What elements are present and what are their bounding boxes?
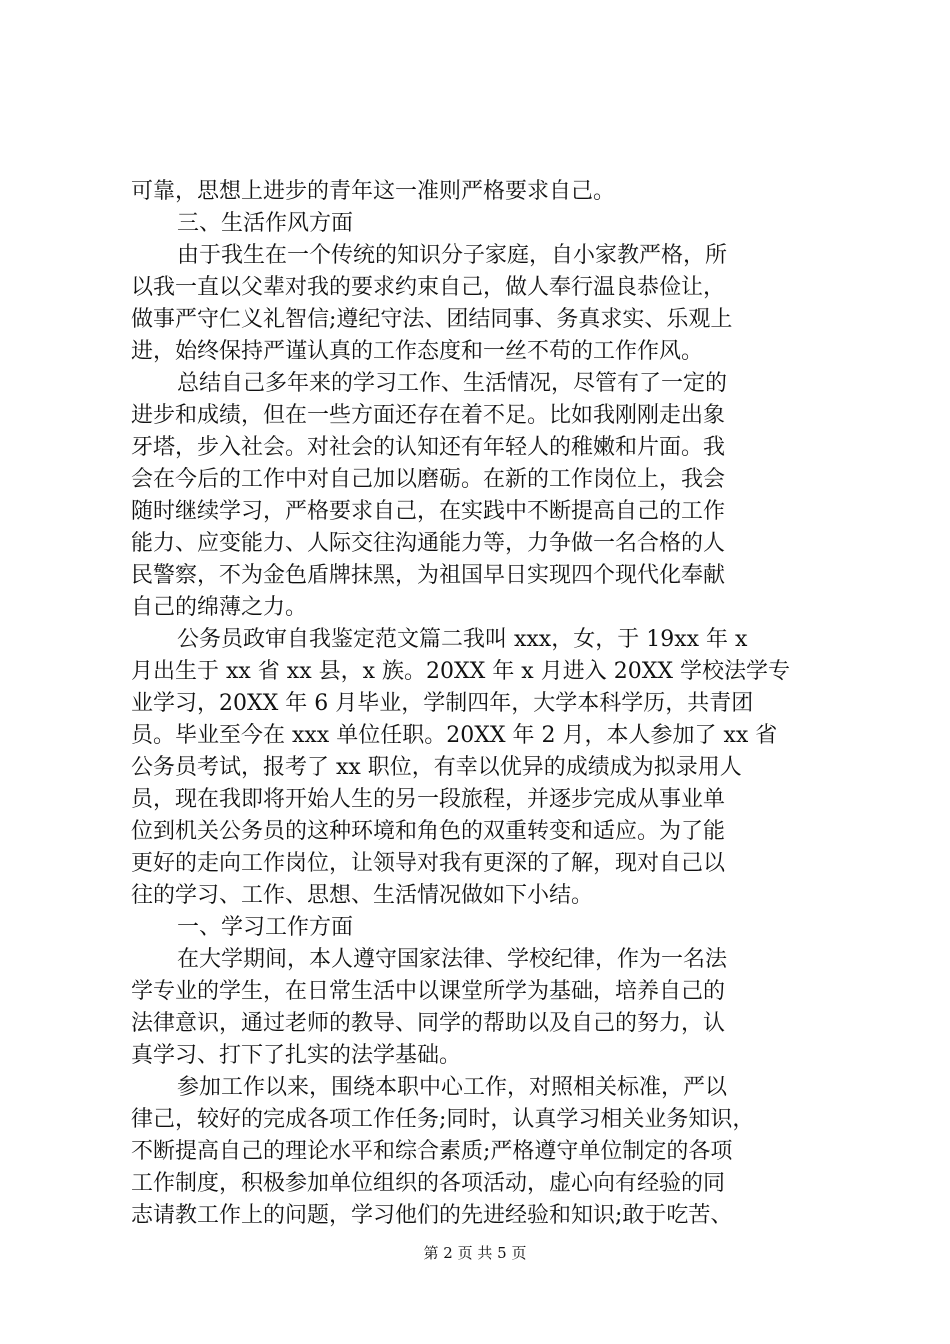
text-line: 会在今后的工作中对自己加以磨砺。在新的工作岗位上，我会 [131,467,726,492]
text-line: 律己，较好的完成各项工作任务;同时，认真学习相关业务知识， [131,1107,755,1132]
text-line: 工作制度，积极参加单位组织的各项活动，虚心向有经验的同 [131,1171,726,1196]
text-line: 不断提高自己的理论水平和综合素质;严格遵守单位制定的各项 [131,1139,733,1164]
text-line: 月出生于 xx 省 xx 县，x 族。20XX 年 x 月进入 20XX 学校法学专 [131,659,791,684]
text-line: 由于我生在一个传统的知识分子家庭，自小家教严格，所 [177,243,728,268]
text-line: 一、学习工作方面 [177,915,354,940]
paragraph [131,624,826,912]
paragraph [131,944,826,1072]
paragraph [131,1072,826,1232]
document-body [131,176,826,1232]
text-line: 公务员考试，报考了 xx 职位，有幸以优异的成绩成为拟录用人 [131,755,742,780]
text-line: 真学习、打下了扎实的法学基础。 [131,1043,462,1068]
text-line: 公务员政审自我鉴定范文篇二我叫 xxx，女，于 19xx 年 x [177,627,748,652]
text-line: 往的学习、工作、思想、生活情况做如下小结。 [131,883,594,908]
text-line: 在大学期间，本人遵守国家法律、学校纪律，作为一名法 [177,947,728,972]
text-line: 更好的走向工作岗位，让领导对我有更深的了解，现对自己以 [131,851,726,876]
section-heading [131,208,826,240]
paragraph [131,176,826,208]
text-line: 民警察，不为金色盾牌抹黑，为祖国早日实现四个现代化奉献 [131,563,726,588]
page-footer: 第 2 页 共 5 页 [423,1244,527,1262]
text-line: 做事严守仁义礼智信;遵纪守法、团结同事、务真求实、乐观上 [131,307,733,332]
text-line: 自己的绵薄之力。 [131,595,308,620]
text-line: 员。毕业至今在 xxx 单位任职。20XX 年 2 月，本人参加了 xx 省 [131,723,778,748]
text-line: 能力、应变能力、人际交往沟通能力等，力争做一名合格的人 [131,531,726,556]
text-line: 学专业的学生，在日常生活中以课堂所学为基础，培养自己的 [131,979,726,1004]
text-line: 员，现在我即将开始人生的另一段旅程，并逐步完成从事业单 [131,787,726,812]
paragraph [131,240,826,368]
text-line: 业学习，20XX 年 6 月毕业，学制四年，大学本科学历，共青团 [131,691,754,716]
paragraph [131,368,826,624]
text-line: 法律意识，通过老师的教导、同学的帮助以及自己的努力，认 [131,1011,726,1036]
text-line: 可靠，思想上进步的青年这一准则严格要求自己。 [131,179,616,204]
text-line: 以我一直以父辈对我的要求约束自己，做人奉行温良恭俭让， [131,275,726,300]
section-heading [131,912,826,944]
text-line: 进步和成绩，但在一些方面还存在着不足。比如我刚刚走出象 [131,403,726,428]
text-line: 随时继续学习，严格要求自己，在实践中不断提高自己的工作 [131,499,726,524]
text-line: 志请教工作上的问题，学习他们的先进经验和知识;敢于吃苦、 [131,1203,733,1228]
text-line: 参加工作以来，围绕本职中心工作，对照相关标准，严以 [177,1075,728,1100]
text-line: 位到机关公务员的这种环境和角色的双重转变和适应。为了能 [131,819,726,844]
text-line: 牙塔，步入社会。对社会的认知还有年轻人的稚嫩和片面。我 [131,435,726,460]
text-line: 进，始终保持严谨认真的工作态度和一丝不苟的工作作风。 [131,339,704,364]
text-line: 总结自己多年来的学习工作、生活情况，尽管有了一定的 [177,371,728,396]
text-line: 三、生活作风方面 [177,211,354,236]
